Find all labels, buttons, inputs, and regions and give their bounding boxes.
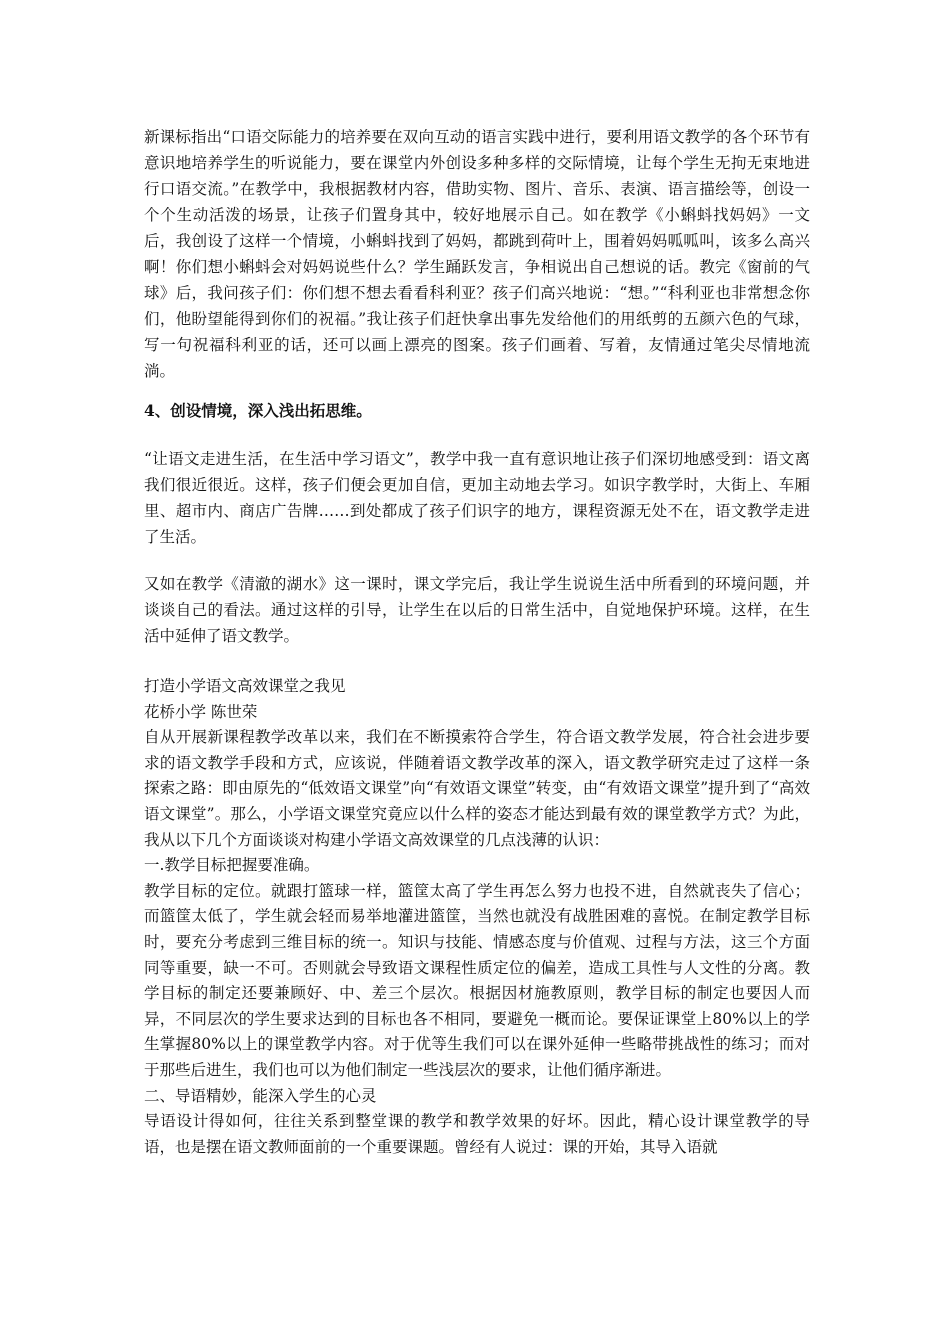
- point2-heading: 二、导语精妙，能深入学生的心灵: [144, 1086, 377, 1105]
- section1-block: [144, 124, 810, 384]
- point2-body: 导语设计得如何，往往关系到整堂课的教学和教学效果的好坏。因此，精心设计课堂教学的导语，也是摆在语文教师面前的一个重要课题。曾经有人说过：课的开始，其导入语就: [144, 1112, 810, 1156]
- section4-paragraph2-block: [144, 571, 810, 649]
- point1-body: 教学目标的定位。就跟打篮球一样，篮筐太高了学生再怎么努力也投不进，自然就丧失了信心；而篮筐太低了，学生就会轻而易举地灌进篮筐，当然也就没有战胜困难的喜悦。在制定教学目标时，要充分考虑到三维目标的统一。知识与技能、情感态度与价值观、过程与方法，这三个方面同等重要，缺一不可。否则就会导致语文课程性质定位的偏差，造成工具性与人文性的分离。教学目标的制定还要兼顾好、中、差三个层次。根据因材施教原则，教学目标的制定也要因人而异，不同层次的学生要求达到的目标也各不相同，要避免一概而论。要保证课堂上80%以上的学生掌握80%以上的课堂教学内容。对于优等生我们可以在课外延伸一些略带挑战性的练习；而对于那些后进生，我们也可以为他们制定一些浅层次的要求，让他们循序渐进。: [144, 881, 810, 1079]
- article-block: [144, 674, 810, 1160]
- section4-paragraph1: “让语文走进生活，在生活中学习语文”，教学中我一直有意识地让孩子们深切地感受到：语文离我们很近很近。这样，孩子们便会更加自信，更加主动地去学习。如识字教学时，大街上、车厢里、超市内、商店广告牌……到处都成了孩子们识字的地方，课程资源无处不在，语文教学走进了生活。: [144, 450, 810, 546]
- section1-paragraph: 新课标指出“口语交际能力的培养要在双向互动的语言实践中进行，要利用语文教学的各个环节有意识地培养学生的听说能力，要在课堂内外创设多种多样的交际情境，让每个学生无拘无束地进行口语交流。”在教学中，我根据教材内容，借助实物、图片、音乐、表演、语言描绘等，创设一个个生动活泼的场景，让孩子们置身其中，较好地展示自己。如在教学《小蝌蚪找妈妈》一文后，我创设了这样一个情境，小蝌蚪找到了妈妈，都跳到荷叶上，围着妈妈呱呱叫，该多么高兴啊！你们想小蝌蚪会对妈妈说些什么？学生踊跃发言，争相说出自己想说的话。教完《窗前的气球》后，我问孩子们：你们想不想去看看科利亚？孩子们高兴地说：“想。”“科利亚也非常想念你们，他盼望能得到你们的祝福。”我让孩子们赶快拿出事先发给他们的用纸剪的五颜六色的气球，写一句祝福科利亚的话，还可以画上漂亮的图案。孩子们画着、写着，友情通过笔尖尽情地流淌。: [144, 128, 810, 380]
- section4-heading-block: [144, 398, 810, 424]
- article-title: 打造小学语文高效课堂之我见: [144, 677, 346, 695]
- article-intro: 自从开展新课程教学改革以来，我们在不断摸索符合学生，符合语文教学发展，符合社会进步要求的语文教学手段和方式，应该说，伴随着语文教学改革的深入，语文教学研究走过了这样一条探索之路：即由原先的“低效语文课堂”向“有效语文课堂”转变，由“有效语文课堂”提升到了“高效语文课堂”。那么，小学语文课堂究竟应以什么样的姿态才能达到最有效的课堂教学方式？为此，我从以下几个方面谈谈对构建小学语文高效课堂的几点浅薄的认识：: [144, 728, 810, 849]
- section4-paragraph1-block: [144, 446, 810, 550]
- point1-heading: 一.教学目标把握要准确。: [144, 856, 320, 875]
- section4-paragraph2: 又如在教学《清澈的湖水》这一课时，课文学完后，我让学生说说生活中所看到的环境问题，并谈谈自己的看法。通过这样的引导，让学生在以后的日常生活中，自觉地保护环境。这样，在生活中延伸了语文教学。: [144, 575, 810, 645]
- section4-heading: 4、创设情境，深入浅出拓思维。: [144, 401, 372, 420]
- article-author: 花桥小学 陈世荣: [144, 702, 258, 721]
